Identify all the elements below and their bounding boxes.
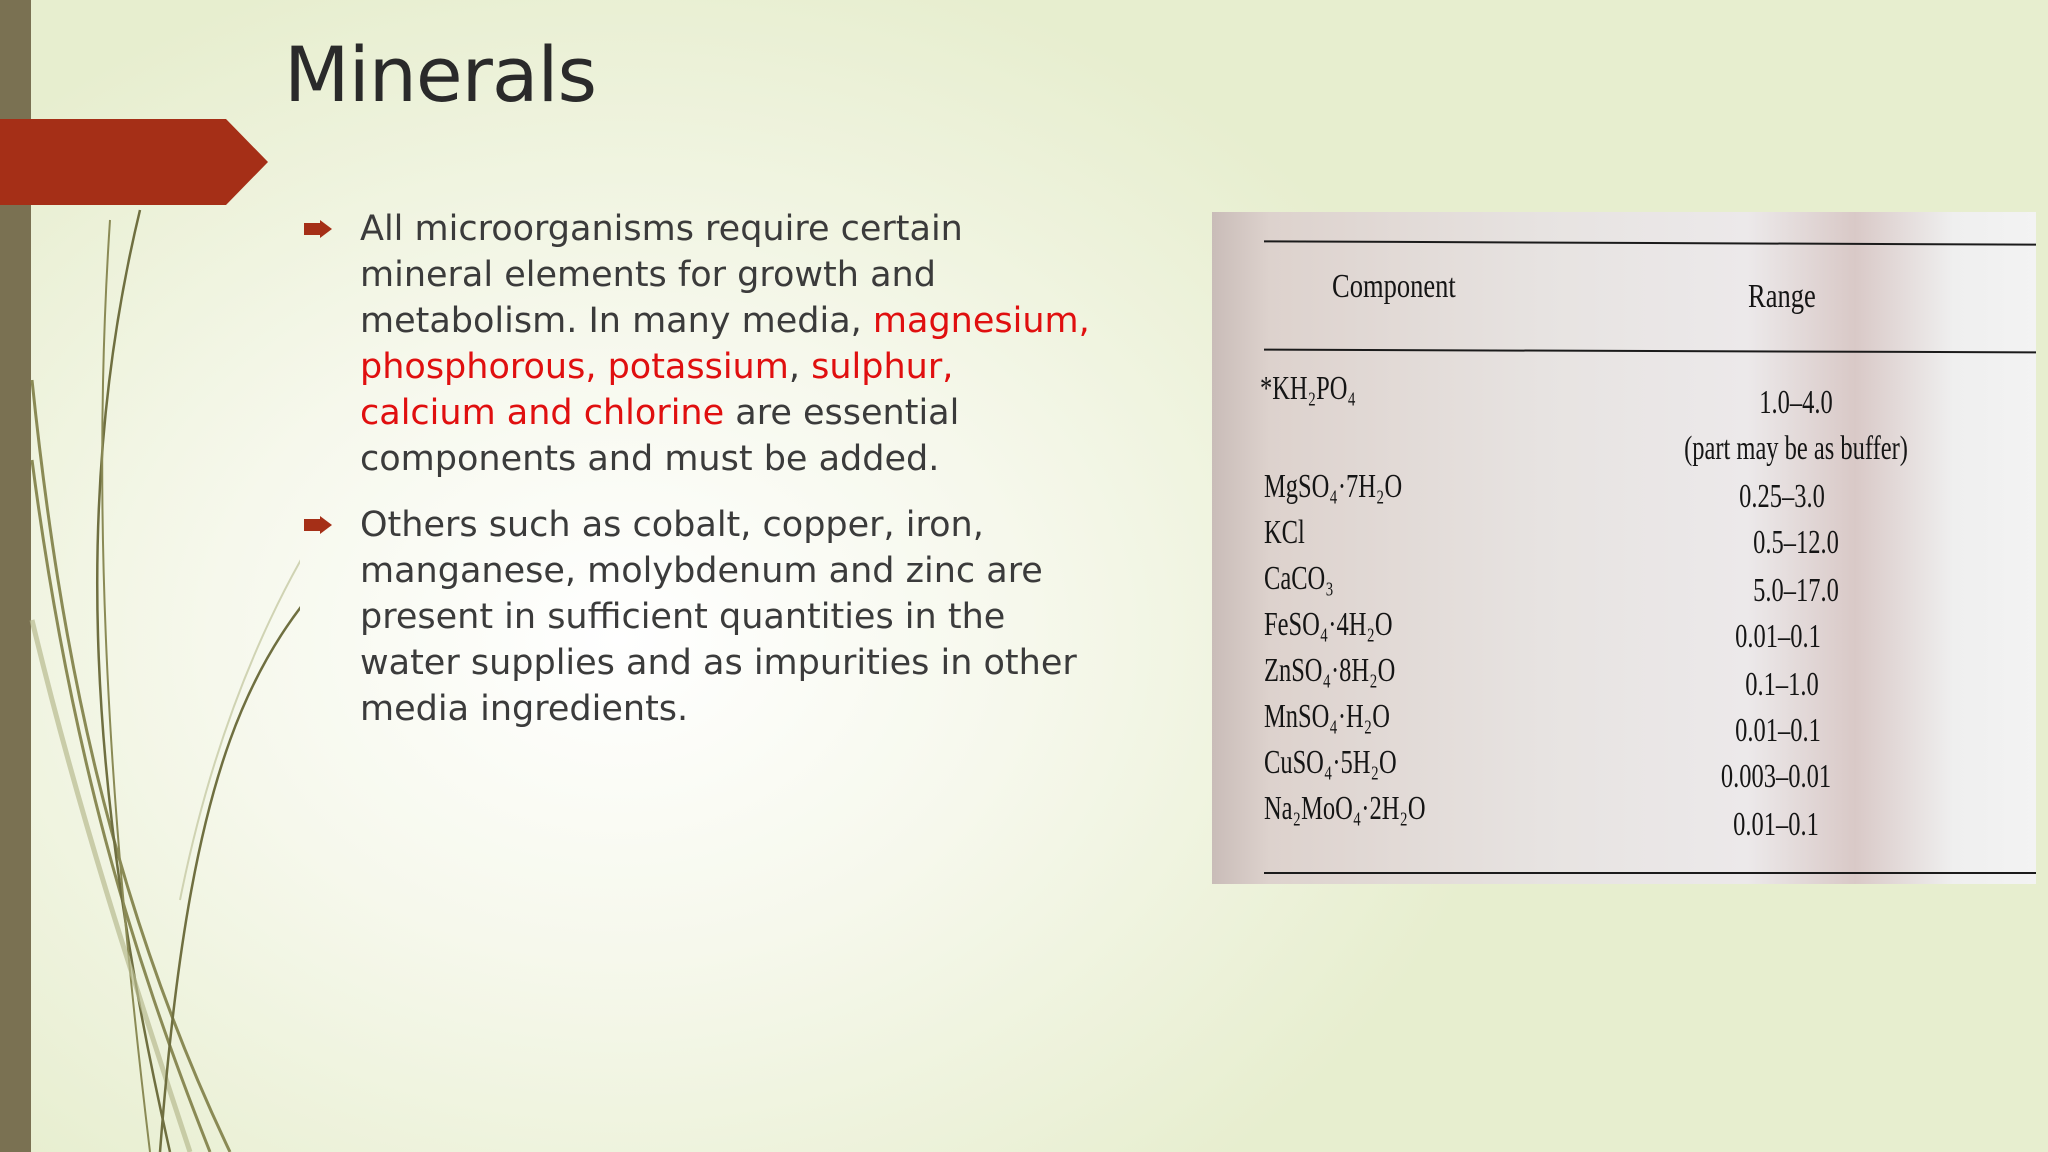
range-cell: 0.5–12.0 [1753, 524, 1839, 561]
range-cell: 0.25–3.0 [1739, 478, 1825, 515]
component-cell: FeSO₄·4H₂O [1264, 606, 1393, 643]
component-cell: Na₂MoO₄·2H₂O [1264, 790, 1426, 827]
bullet-text-end: are essential components and must be added. [360, 393, 960, 479]
range-cell: 0.01–0.1 [1733, 806, 1819, 843]
component-cell: MnSO₄·H₂O [1264, 698, 1390, 735]
range-cell: 0.003–0.01 [1720, 758, 1832, 795]
slide-title: Minerals [284, 30, 597, 119]
range-cell: 0.01–0.1 [1735, 712, 1821, 749]
range-cell: 1.0–4.0 [1759, 384, 1833, 421]
arrow-bullet-icon [304, 516, 332, 534]
header-component: Component [1332, 268, 1456, 305]
component-cell: KCl [1264, 514, 1305, 551]
table-header-rule [1264, 349, 2036, 354]
title-accent-tab [0, 119, 270, 205]
mineral-table-image [1212, 212, 2036, 884]
arrow-bullet-icon [304, 220, 332, 238]
range-note: (part may be as buffer) [1684, 430, 1908, 467]
bullet-item-minerals [300, 206, 1100, 482]
bullet-text-trace: Others such as cobalt, copper, iron, manganese, molybdenum and zinc are present in sufficient quantities in the water supplies and as impurities in other media ingredients. [360, 505, 1077, 729]
header-range: Range [1748, 278, 1816, 315]
table-bottom-rule [1264, 872, 2036, 874]
bullet-text-intro: All microorganisms require certain mineral elements for growth and metabolism. In many media, [360, 209, 963, 341]
component-cell: MgSO₄·7H₂O [1264, 468, 1403, 505]
bullet-item-trace-elements [300, 502, 1100, 732]
component-cell: *KH₂PO₄ [1260, 370, 1356, 407]
component-cell: CuSO₄·5H₂O [1264, 744, 1397, 781]
range-cell: 5.0–17.0 [1753, 572, 1839, 609]
bullet-text-sep: , [788, 347, 812, 387]
highlight-mg-p-k: magnesium, phosphorous, potassium [360, 301, 1090, 387]
component-cell: CaCO₃ [1264, 560, 1334, 597]
component-cell: ZnSO₄·8H₂O [1264, 652, 1396, 689]
highlight-s-ca-cl: sulphur, calcium and chlorine [360, 347, 954, 433]
range-cell: 0.01–0.1 [1735, 618, 1821, 655]
bullet-list [300, 206, 1100, 752]
table-top-rule [1264, 240, 2036, 245]
range-cell: 0.1–1.0 [1745, 666, 1819, 703]
